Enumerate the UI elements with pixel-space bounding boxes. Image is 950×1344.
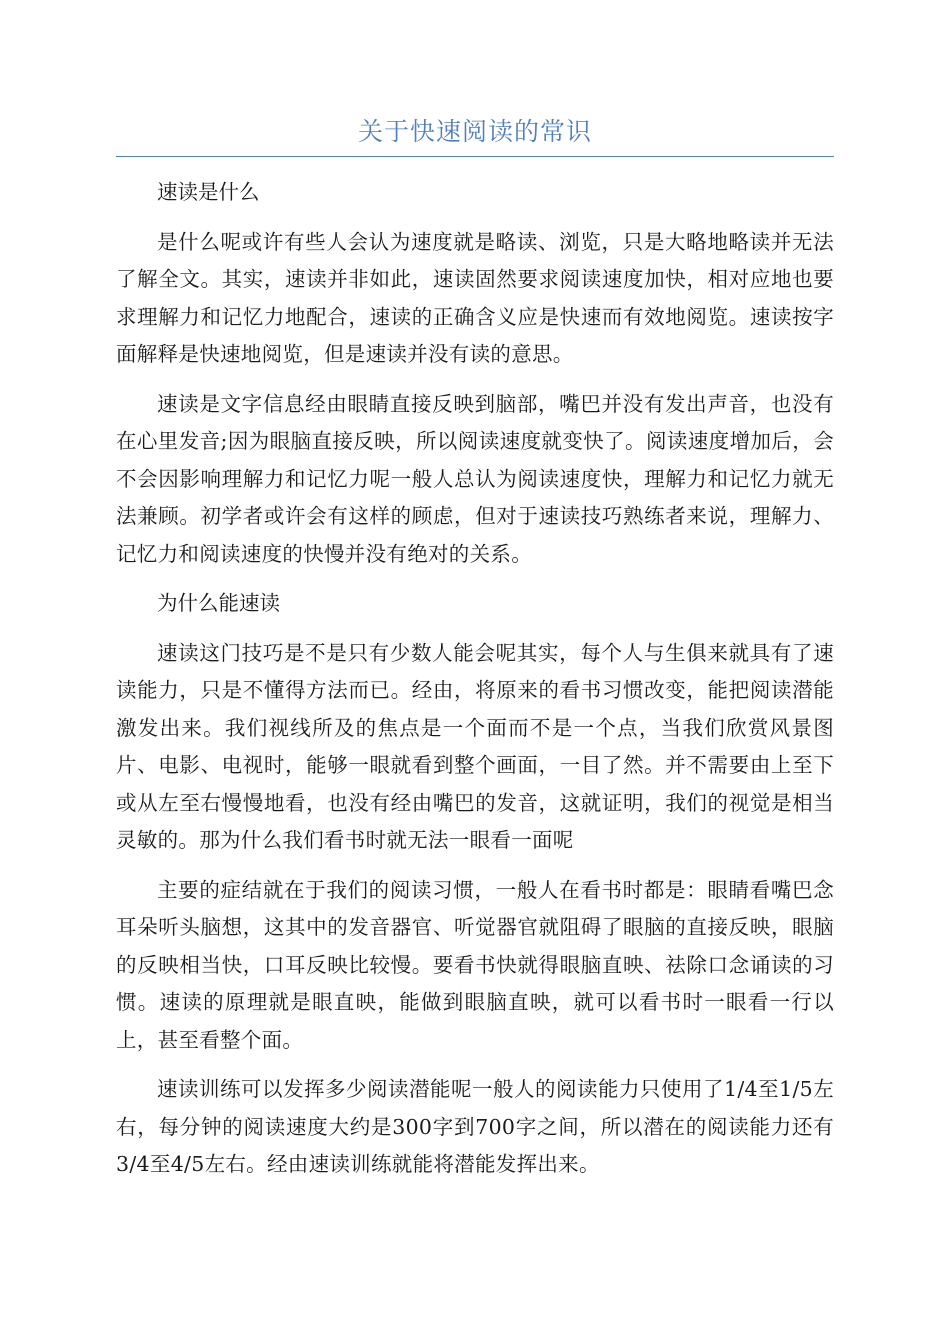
paragraph: 是什么呢或许有些人会认为速度就是略读、浏览，只是大略地略读并无法了解全文。其实，速读并非如此，速读固然要求阅读速度加快，相对应地也要求理解力和记忆力地配合，速读的正确含义应是快速而有效地阅览。速读按字面解释是快速地阅览，但是速读并没有读的意思。 (116, 229, 834, 366)
paragraph: 主要的症结就在于我们的阅读习惯，一般人在看书时都是：眼睛看嘴巴念耳朵听头脑想，这其中的发音器官、听觉器官就阻碍了眼脑的直接反映，眼脑的反映相当快，口耳反映比较慢。要看书快就得眼脑直映、祛除口念诵读的习惯。速读的原理就是眼直映，能做到眼脑直映，就可以看书时一眼看一行以上，甚至看整个面。 (116, 877, 834, 1052)
document-title: 关于快速阅读的常识 (357, 117, 592, 146)
paragraph: 速读是文字信息经由眼睛直接反映到脑部，嘴巴并没有发出声音，也没有在心里发音;因为眼脑直接反映，所以阅读速度就变快了。阅读速度增加后，会不会因影响理解力和记忆力呢一般人总认为阅读速度快，理解力和记忆力就无法兼顾。初学者或许会有这样的顾虑，但对于速读技巧熟练者来说，理解力、记忆力和阅读速度的快慢并没有绝对的关系。 (116, 391, 834, 566)
section-heading-why: 为什么能速读 (157, 591, 280, 615)
paragraph: 速读训练可以发挥多少阅读潜能呢一般人的阅读能力只使用了1/4至1/5左右，每分钟的阅读速度大约是300字到700字之间，所以潜在的阅读能力还有3/4至4/5左右。经由速读训练就能将潜能发挥出来。 (116, 1077, 834, 1176)
paragraph: 速读这门技巧是不是只有少数人能会呢其实，每个人与生俱来就具有了速读能力，只是不懂得方法而已。经由，将原来的看书习惯改变，能把阅读潜能激发出来。我们视线所及的焦点是一个面而不是一个点，当我们欣赏风景图片、电影、电视时，能够一眼就看到整个画面，一目了然。并不需要由上至下或从左至右慢慢地看，也没有经由嘴巴的发音，这就证明，我们的视觉是相当灵敏的。那为什么我们看书时就无法一眼看一面呢 (116, 640, 834, 852)
title-block (116, 112, 834, 157)
section-heading-what: 速读是什么 (157, 180, 260, 204)
document-body (116, 174, 834, 1196)
